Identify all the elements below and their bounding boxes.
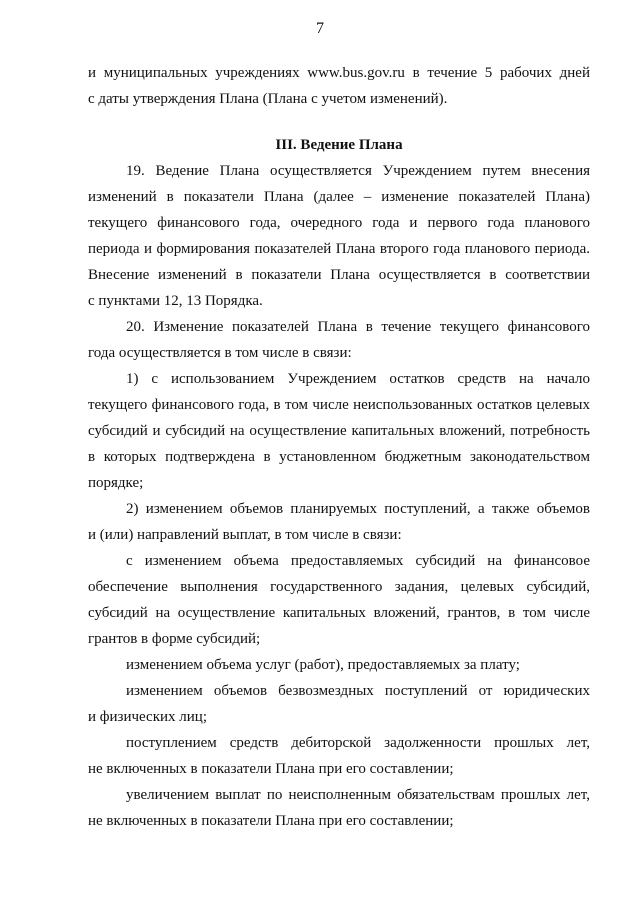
text-line: изменением объема услуг (работ), предоставляемых за плату; — [126, 657, 520, 673]
text-line: и (или) направлений выплат, в том числе в связи: — [88, 527, 402, 543]
text-line: текущего финансового года, очередного года и первого года планового — [88, 215, 590, 231]
page-number: 7 — [316, 20, 324, 37]
text-line: не включенных в показатели Плана при его составлении; — [88, 813, 454, 829]
text-line: 1) с использованием Учреждением остатков средств на начало — [126, 371, 590, 387]
document-body — [88, 60, 590, 834]
text-line: 19. Ведение Плана осуществляется Учреждением путем внесения — [126, 163, 590, 179]
text-line: порядке; — [88, 475, 144, 491]
text-line: изменений в показатели Плана (далее – изменение показателей Плана) — [88, 189, 590, 205]
spacer — [88, 112, 590, 132]
text-line: субсидий и субсидий на осуществление капитальных вложений, потребность — [88, 423, 590, 439]
text-line: текущего финансового года, в том числе неиспользованных остатков целевых — [88, 397, 590, 413]
text-line: 2) изменением объемов планируемых поступлений, а также объемов — [126, 501, 590, 517]
text-line: обеспечение выполнения государственного задания, целевых субсидий, — [88, 579, 590, 595]
text-line: с изменением объема предоставляемых субсидий на финансовое — [126, 553, 590, 569]
text-line: грантов в форме субсидий; — [88, 631, 261, 647]
text-line: 20. Изменение показателей Плана в течение текущего финансового — [126, 319, 590, 335]
text-line: увеличением выплат по неисполненным обязательствам прошлых лет, — [126, 787, 590, 803]
text-line: с пунктами 12, 13 Порядка. — [88, 293, 263, 309]
text-line: Внесение изменений в показатели Плана осуществляется в соответствии — [88, 267, 590, 283]
text-line: поступлением средств дебиторской задолженности прошлых лет, — [126, 735, 590, 751]
section-heading: III. Ведение Плана — [275, 137, 403, 153]
text-line: с даты утверждения Плана (Плана с учетом изменений). — [88, 91, 448, 107]
text-line: года осуществляется в том числе в связи: — [88, 345, 352, 361]
text-line: и физических лиц; — [88, 709, 207, 725]
text-line: в которых подтверждена в установленном бюджетным законодательством — [88, 449, 590, 465]
text-line: периода и формирования показателей Плана второго года планового периода. — [88, 241, 590, 257]
text-line: и муниципальных учреждениях www.bus.gov.ru в течение 5 рабочих дней — [88, 65, 590, 81]
text-line: субсидий на осуществление капитальных вложений, грантов, в том числе — [88, 605, 590, 621]
text-line: изменением объемов безвозмездных поступлений от юридических — [126, 683, 590, 699]
text-line: не включенных в показатели Плана при его составлении; — [88, 761, 454, 777]
